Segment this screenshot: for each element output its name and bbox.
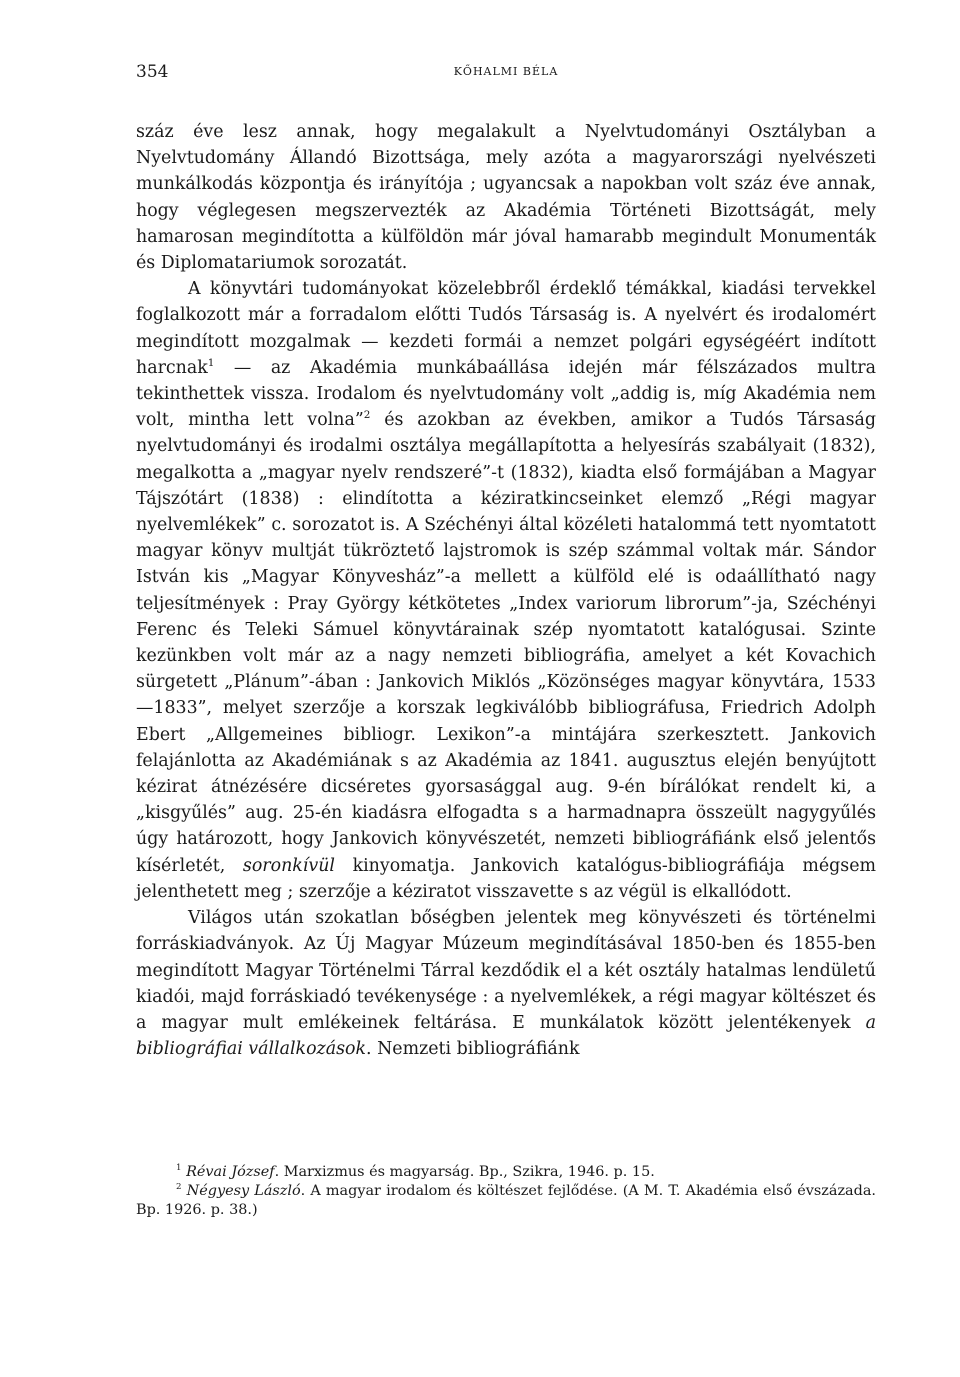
- text-run: kinyomatja. Jankovich katalógus-bibliográfiája mégsem jelenthetett meg ; szerzője a kéziratot visszavette s az végül is elkallódott.: [136, 855, 876, 902]
- text-run: . Marxizmus és magyarság. Bp., Szikra, 1946. p. 15.: [274, 1164, 655, 1180]
- footnote-marker: 1: [176, 1163, 182, 1174]
- paragraph-2: [136, 276, 876, 905]
- footnotes: [136, 1163, 876, 1220]
- text-run: Világos után szokatlan bőségben jelentek meg könyvészeti és történelmi forráskiadványok. Az Új Magyar Múzeum megindításával 1850-ben és 1855-ben megindított Magyar Történelmi Tárral kezdődik el a két osztály hatalmas lendületű kiadói, majd forráskiadó tevékenysége : a nyelvemlékek, a régi magyar költészet és a magyar mult emlékeinek feltárása. E munkálatok között jelentékenyek: [136, 908, 876, 1033]
- running-head: KŐHALMI BÉLA: [453, 65, 559, 78]
- page-number: 354: [136, 62, 169, 82]
- italic-text: soronkívül: [242, 855, 335, 876]
- page-header: [136, 62, 876, 86]
- italic-text: Négyesy László: [186, 1183, 301, 1199]
- text-run: A könyvtári tudományokat közelebbről érdeklő témákkal, kiadási tervekkel foglalkozott már a forradalom előtti Tudós Társaság is. A nyelvért és irodalomért megindított mozgalmak — kezdeti formái a nemzet polgári egységéért indított harcnak: [136, 279, 876, 378]
- text-run: . A magyar irodalom és költészet fejlődése. (A M. T. Akadémia első évszázada. Bp. 1926. p. 38.): [136, 1183, 876, 1218]
- paragraph-1: [136, 119, 876, 276]
- italic-text: a bibliográfiai vállalkozások: [136, 1012, 876, 1060]
- text-run: — az Akadémia munkábaállása idején már félszázados multra tekinthettek vissza. Irodalom és nyelvtudomány volt „addig is, míg Akadémia nem volt, mintha lett volna”: [136, 357, 876, 431]
- text-run: és azokban az években, amikor a Tudós Társaság nyelvtudományi és irodalmi osztálya megállapította a helyesírás szabályait (1832), megalkotta a „magyar nyelv rendszeré”-t (1832), kiadta első formájában a Magyar Tájszótárt (1838) : elindította a kéziratkincseinket elemző „Régi magyar nyelvemlékek” c. sorozatot is. A Széchényi által közéleti hatalommá tett nyomtatott magyar könyv multját tükröztető lajstromok is szép számmal voltak már. Sándor István kis „Magyar Könyvesház”-a mellett a külföld elé is odaállítható nagy teljesítmények : Pray György kétkötetes „Index variorum librorum”-ja, Széchényi Ferenc és Teleki Sámuel könyvtárainak szép nyomtatott katalógusai. Szinte kezünkben volt már az a nagy nemzeti bibliográfia, amelyet a két Kovachich sürgetett „Plánum”-ában : Jankovich Miklós „Közönséges magyar könyvtára, 1533—1833”, melyet szerzője a korszak legkiválóbb bibliográfusa, Friedrich Adolph Ebert „Allgemeines bibliogr. Lexikon”-a mintájára szerkesztett. Jankovich felajánlotta az Akadémiának s az Akadémia az 1841. augusztus elején benyújtott kézirat átnézésére dicséretes gyorsasággal aug. 9-én bírálókat rendelt ki, a „kisgyűlés” aug. 25-én kiadásra elfogadta s a harmadnapra összeült nagygyűlés úgy határozott, hogy Jankovich könyvészetét, nemzeti bibliográfiánk első jelentős kísérletét,: [136, 410, 876, 876]
- body-text: [136, 119, 876, 1062]
- footnote-1: [136, 1163, 876, 1182]
- footnote-marker: 1: [207, 357, 215, 370]
- footnote-marker: 2: [363, 409, 371, 422]
- footnote-marker: 2: [176, 1182, 182, 1193]
- italic-text: Révai József: [186, 1164, 275, 1180]
- footnote-2: [136, 1182, 876, 1220]
- paragraph-3: [136, 905, 876, 1062]
- text-run: száz éve lesz annak, hogy megalakult a Nyelvtudományi Osztályban a Nyelvtudomány Állandó Bizottsága, mely azóta a magyarországi nyelvészeti munkálkodás központja és irányítója ; ugyancsak a napokban volt száz éve annak, hogy véglegesen megszervezték az Akadémia Történeti Bizottságát, mely hamarosan megindította a külföldön már jóval hamarabb megindult Monumenták és Diplomatariumok sorozatát.: [136, 122, 876, 274]
- text-run: . Nemzeti bibliográfiánk: [366, 1039, 580, 1060]
